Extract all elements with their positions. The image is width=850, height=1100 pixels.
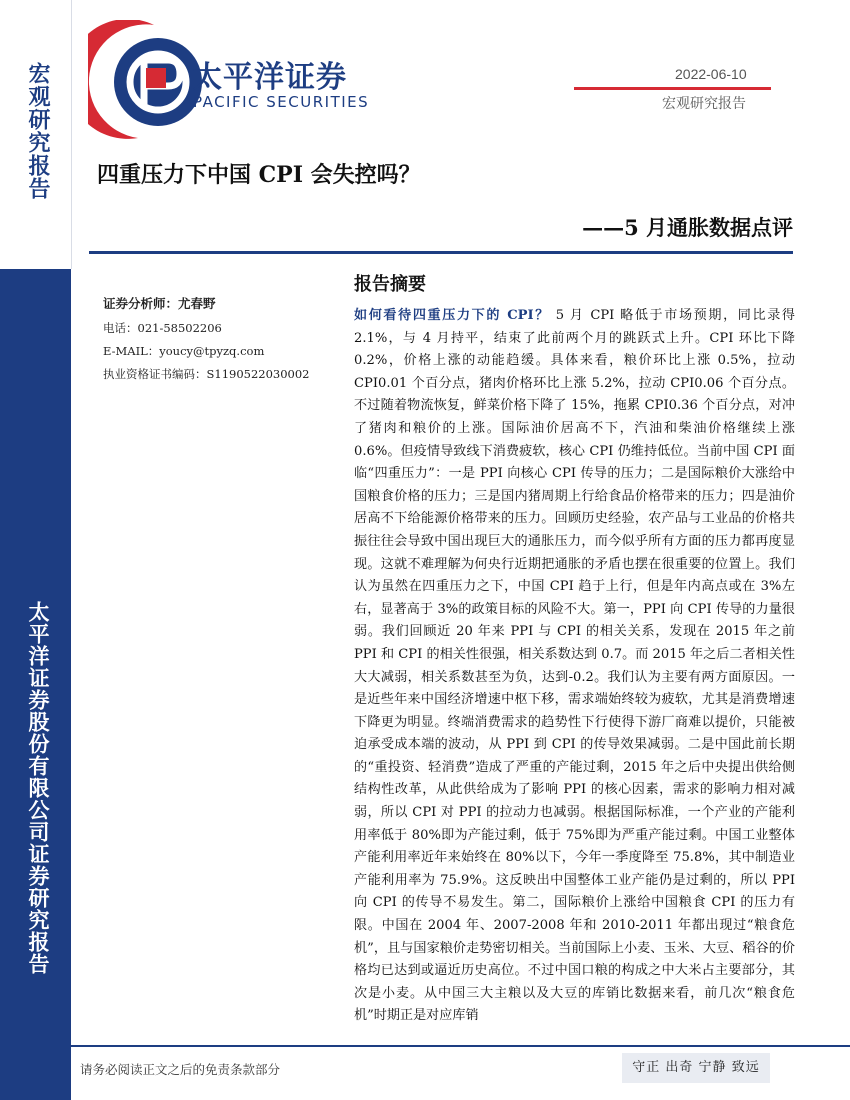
report-date: 2022-06-10	[675, 66, 747, 82]
analyst-phone: 电话：021-58502206	[103, 321, 222, 335]
analyst-email[interactable]: E-MAIL：youcy@tpyzq.com	[103, 344, 265, 358]
abstract-text: 5 月 CPI 略低于市场预期，同比录得 2.1%，与 4 月持平，结束了此前两个月的跳跃式上升。CPI 环比下降 0.2%，价格上涨的动能趋缓。具体来看，粮价环比上涨 0.5%，拉动 CPI0.01 个百分点，猪肉价格环比上涨 5.2%，拉动 CPI0.06 个百分点。不过随着物流恢复，鲜菜价格下降了 15%，拖累 CPI0.36 个百分点，对冲了猪肉和粮价的上涨。国际油价居高不下，汽油和柴油价格继续上涨 0.6%。但疫情导致线下消费疲软，核心 CPI 仍维持低位。当前中国 CPI 面临“四重压力”：一是 PPI 向核心 CPI 传导的压力；二是国际粮价大涨给中国粮食价格的压力；三是国内猪周期上行给食品价格带来的压力；四是油价居高不下给能源价格带来的压力。回顾历史经验，农产品与工业品的价格共振往往会导致中国出现巨大的通胀压力，而今似乎所有方面的压力都再度显现。这就不难理解为何央行近期把通胀的矛盾也摆在很重要的位置上。我们认为虽然在四重压力之下，中国 CPI 趋于上行，但是年内高点或在 3%左右，显著高于 3%的政策目标的风险不大。第一，PPI 向 CPI 传导的力量很弱。我们回顾近 20 年来 PPI 与 CPI 的相关关系，发现在 2015 年之前 PPI 和 CPI 的相关性很强，相关系数达到 0.7。而 2015 年之后二者相关性大大减弱，相关系数甚至为负，达到-0.2。我们认为主要有两方面原因。一是近些年来中国经济增速中枢下移，需求端始终较为疲软，尤其是消费增速下降更为明显。终端消费需求的趋势性下行使得下游厂商难以提价，只能被迫承受成本端的波动，从 PPI 到 CPI 的传导效果减弱。二是中国此前长期的“重投资、轻消费”造成了严重的产能过剩，2015 年之后中央提出供给侧结构性改革，从此供给成为了影响 PPI 的核心因素，需求的影响力相对减弱，所以 CPI 对 PPI 的拉动力也减弱。根据国际标准，一个产业的产能利用率低于 80%即为产能过剩，低于 75%即为严重产能过剩。中国工业整体产能利用率近年来始终在 80%以下，今年一季度降至 75.8%，其中制造业产能利用率为 75.9%。这反映出中国整体工业产能仍是过剩的，所以 PPI 向 CPI 的传导不易发生。第二，国际粮价上涨给中国粮食 CPI 的压力有限。中国在 2004 年、2007-2008 年和 2010-2011 年都出现过“粮食危机”，且与国家粮价走势密切相关。当前国际上小麦、玉米、大豆、稻谷的价格均已达到或逼近历史高位。不过中国口粮的构成之中大米占主要部分，其次是小麦。从中国三大主粮以及大豆的库销比数据来看，前几次“粮食危机”时期正是对应库销	[354, 308, 795, 1024]
abstract-body	[354, 305, 795, 1028]
sidebar-top	[0, 0, 72, 269]
analyst-name: 证券分析师：尤春野	[103, 296, 216, 311]
footer-disclaimer: 请务必阅读正文之后的免责条款部分	[80, 1062, 281, 1077]
page-title: 四重压力下中国 CPI 会失控吗？	[97, 162, 421, 188]
footer-divider	[71, 1045, 850, 1047]
abstract-heading: 报告摘要	[354, 274, 426, 295]
analyst-license: 执业资格证书编码：S1190522030002	[103, 367, 310, 381]
title-divider	[89, 251, 793, 254]
analyst-info	[103, 292, 333, 386]
page-subtitle: ——5 月通胀数据点评	[582, 215, 793, 240]
sidebar-bottom	[0, 269, 71, 1100]
footer-motto: 守正 出奇 宁静 致远	[622, 1053, 770, 1083]
date-divider	[574, 87, 771, 90]
brand-name-cn: 太平洋证券	[192, 60, 347, 95]
report-type: 宏观研究报告	[662, 96, 746, 112]
brand-name-en: PACIFIC SECURITIES	[193, 93, 370, 111]
abstract-lead: 如何看待四重压力下的 CPI？	[354, 308, 550, 323]
logo-red-square-icon	[146, 68, 166, 88]
sidebar-report-category: 宏观研究报告	[25, 62, 50, 200]
sidebar-company-label: 太平洋证券股份有限公司证券研究报告	[26, 601, 50, 975]
